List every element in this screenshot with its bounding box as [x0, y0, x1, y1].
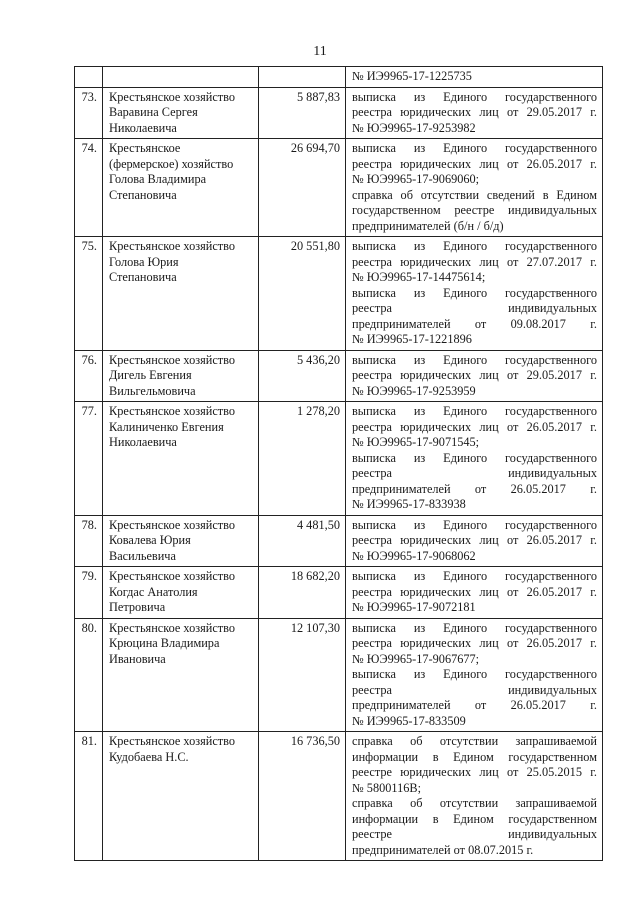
entity-name-line: Васильевича — [109, 548, 176, 563]
document-line: справка об отсутствии запрашиваемой — [352, 796, 597, 810]
entity-name-line: Крестьянское хозяйство — [109, 517, 236, 532]
row-number: 76. — [75, 350, 103, 402]
amount: 1 278,20 — [259, 402, 346, 516]
document-line: реестра юридических лиц от 26.05.2017 г. — [352, 584, 597, 599]
document-line: № ЮЭ9965-17-9071545; — [352, 435, 480, 449]
document-line: № ЮЭ9965-17-14475614; — [352, 270, 486, 284]
amount: 16 736,50 — [259, 732, 346, 861]
entity-name-line: (фермерское) хозяйство — [109, 156, 234, 171]
document-line: государственном реестре индивидуальных — [352, 203, 597, 217]
row-number: 73. — [75, 87, 103, 139]
table-row — [75, 350, 603, 402]
entity-name-line: Крестьянское хозяйство — [109, 239, 236, 253]
row-number: 74. — [75, 139, 103, 237]
entity-name-line: Когдас Анатолия — [109, 584, 198, 599]
document-line: № ЮЭ9965-17-9253982 — [352, 120, 476, 135]
entity-name-line: Вильгельмовича — [109, 383, 196, 398]
document-line: выписка из Единого государственного — [352, 285, 597, 300]
entity-name-cell — [103, 618, 259, 732]
table-row — [75, 237, 603, 351]
document-line: выписка из Единого государственного — [352, 352, 597, 367]
entity-name-cell — [103, 350, 259, 402]
entity-name-cell — [103, 732, 259, 861]
entity-name-cell — [103, 515, 259, 567]
document-line: реестра юридических лиц от 26.05.2017 г. — [352, 533, 597, 547]
registry-table-body — [75, 67, 603, 861]
document-line: предпринимателей от 09.08.2017 г. — [352, 316, 597, 331]
row-number: 77. — [75, 402, 103, 516]
entity-name-line: Крестьянское хозяйство — [109, 89, 236, 104]
document-line: реестра юридических лиц от 26.05.2017 г. — [352, 636, 597, 650]
document-line: реестра индивидуальных — [352, 301, 597, 315]
entity-name-cell — [103, 402, 259, 516]
table-row-continuation — [75, 67, 603, 88]
entity-name-line: Ивановича — [109, 651, 166, 666]
amount: 5 887,83 — [259, 87, 346, 139]
entity-name-cell — [103, 567, 259, 619]
entity-name-line: Дигель Евгения — [109, 368, 192, 382]
document-line: справка об отсутствии сведений в Едином — [352, 187, 597, 202]
table-row — [75, 402, 603, 516]
documents-cell — [346, 515, 603, 567]
document-line: предпринимателей от 26.05.2017 г. — [352, 481, 597, 496]
table-row — [75, 732, 603, 861]
entity-name-line: Степановича — [109, 187, 177, 202]
document-line: предпринимателей от 26.05.2017 г. — [352, 698, 597, 712]
entity-name-line: Николаевича — [109, 435, 177, 449]
entity-name-line: Крестьянское хозяйство — [109, 352, 236, 367]
row-number: 75. — [75, 237, 103, 351]
document-line: выписка из Единого государственного — [352, 569, 597, 583]
amount: 4 481,50 — [259, 515, 346, 567]
document-line: выписка из Единого государственного — [352, 239, 597, 253]
document-line: выписка из Единого государственного — [352, 517, 597, 532]
entity-name-cell — [103, 237, 259, 351]
table-row — [75, 87, 603, 139]
document-line: выписка из Единого государственного — [352, 141, 597, 155]
entity-name-line: Ковалева Юрия — [109, 533, 191, 547]
documents-cell — [346, 237, 603, 351]
entity-name-line: Крестьянское хозяйство — [109, 620, 236, 635]
document-line: предпринимателей от 08.07.2015 г. — [352, 842, 534, 857]
document-line: информации в Едином государственном — [352, 749, 597, 764]
documents-cell — [346, 618, 603, 732]
entity-name-cell — [103, 139, 259, 237]
page-number: 11 — [313, 44, 327, 59]
document-line: информации в Едином государственном — [352, 811, 597, 826]
documents-cell — [346, 567, 603, 619]
document-line: выписка из Единого государственного — [352, 667, 597, 681]
amount: 12 107,30 — [259, 618, 346, 732]
entity-name — [103, 67, 259, 88]
registry-table — [74, 66, 603, 861]
document-line: справка об отсутствии запрашиваемой — [352, 734, 597, 748]
document-line: № ЮЭ9965-17-9068062 — [352, 548, 476, 563]
document-line: № ЮЭ9965-17-9072181 — [352, 600, 476, 614]
document-line: выписка из Единого государственного — [352, 89, 597, 104]
entity-name-line: Крестьянское — [109, 141, 181, 155]
entity-name-line: Николаевича — [109, 120, 177, 135]
table-row — [75, 139, 603, 237]
entity-name-line: Кудобаева Н.С. — [109, 749, 189, 764]
entity-name-line: Крюцина Владимира — [109, 636, 220, 650]
document-line: реестре юридических лиц от 25.05.2015 г. — [352, 765, 597, 779]
documents-cell — [346, 350, 603, 402]
entity-name-line: Степановича — [109, 270, 177, 284]
row-number: 79. — [75, 567, 103, 619]
document-line: выписка из Единого государственного — [352, 620, 597, 635]
entity-name-line: Крестьянское хозяйство — [109, 734, 236, 748]
row-number — [75, 67, 103, 88]
entity-name-cell — [103, 87, 259, 139]
amount: 18 682,20 — [259, 567, 346, 619]
document-line: выписка из Единого государственного — [352, 404, 597, 418]
document-line: № ЮЭ9965-17-9069060; — [352, 172, 480, 186]
document-line: реестре индивидуальных — [352, 827, 597, 841]
document-line: выписка из Единого государственного — [352, 450, 597, 465]
document-line: № ЮЭ9965-17-9253959 — [352, 383, 476, 398]
entity-name-line: Голова Юрия — [109, 254, 179, 269]
document-line: № ЮЭ9965-17-9067677; — [352, 651, 480, 666]
document-line: № ИЭ9965-17-833938 — [352, 497, 466, 511]
amount — [259, 67, 346, 88]
row-number: 78. — [75, 515, 103, 567]
documents-cell — [346, 139, 603, 237]
document-line: реестра юридических лиц от 29.05.2017 г. — [352, 105, 597, 119]
amount: 26 694,70 — [259, 139, 346, 237]
documents-cell — [346, 67, 603, 88]
documents-cell — [346, 87, 603, 139]
amount: 20 551,80 — [259, 237, 346, 351]
document-line: № ИЭ9965-17-1225735 — [352, 69, 472, 83]
document-line: реестра юридических лиц от 27.07.2017 г. — [352, 254, 597, 269]
entity-name-line: Крестьянское хозяйство — [109, 569, 236, 583]
document-line: № ИЭ9965-17-1221896 — [352, 332, 472, 346]
document-line: реестра юридических лиц от 26.05.2017 г. — [352, 419, 597, 434]
entity-name-line: Калиниченко Евгения — [109, 419, 224, 434]
documents-cell — [346, 402, 603, 516]
row-number: 81. — [75, 732, 103, 861]
table-row — [75, 618, 603, 732]
entity-name-line: Варавина Сергея — [109, 105, 198, 119]
entity-name-line: Крестьянское хозяйство — [109, 404, 236, 418]
document-line: № ИЭ9965-17-833509 — [352, 713, 466, 728]
row-number: 80. — [75, 618, 103, 732]
table-row — [75, 567, 603, 619]
document-line: предпринимателей (б/н / б/д) — [352, 218, 504, 233]
amount: 5 436,20 — [259, 350, 346, 402]
entity-name-line: Голова Владимира — [109, 172, 207, 186]
document-line: реестра индивидуальных — [352, 466, 597, 480]
document-line: № 5800116В; — [352, 780, 422, 795]
table-row — [75, 515, 603, 567]
document-line: реестра юридических лиц от 29.05.2017 г. — [352, 368, 597, 382]
document-line: реестра юридических лиц от 26.05.2017 г. — [352, 156, 597, 171]
entity-name-line: Петровича — [109, 600, 166, 614]
document-line: реестра индивидуальных — [352, 682, 597, 697]
documents-cell — [346, 732, 603, 861]
